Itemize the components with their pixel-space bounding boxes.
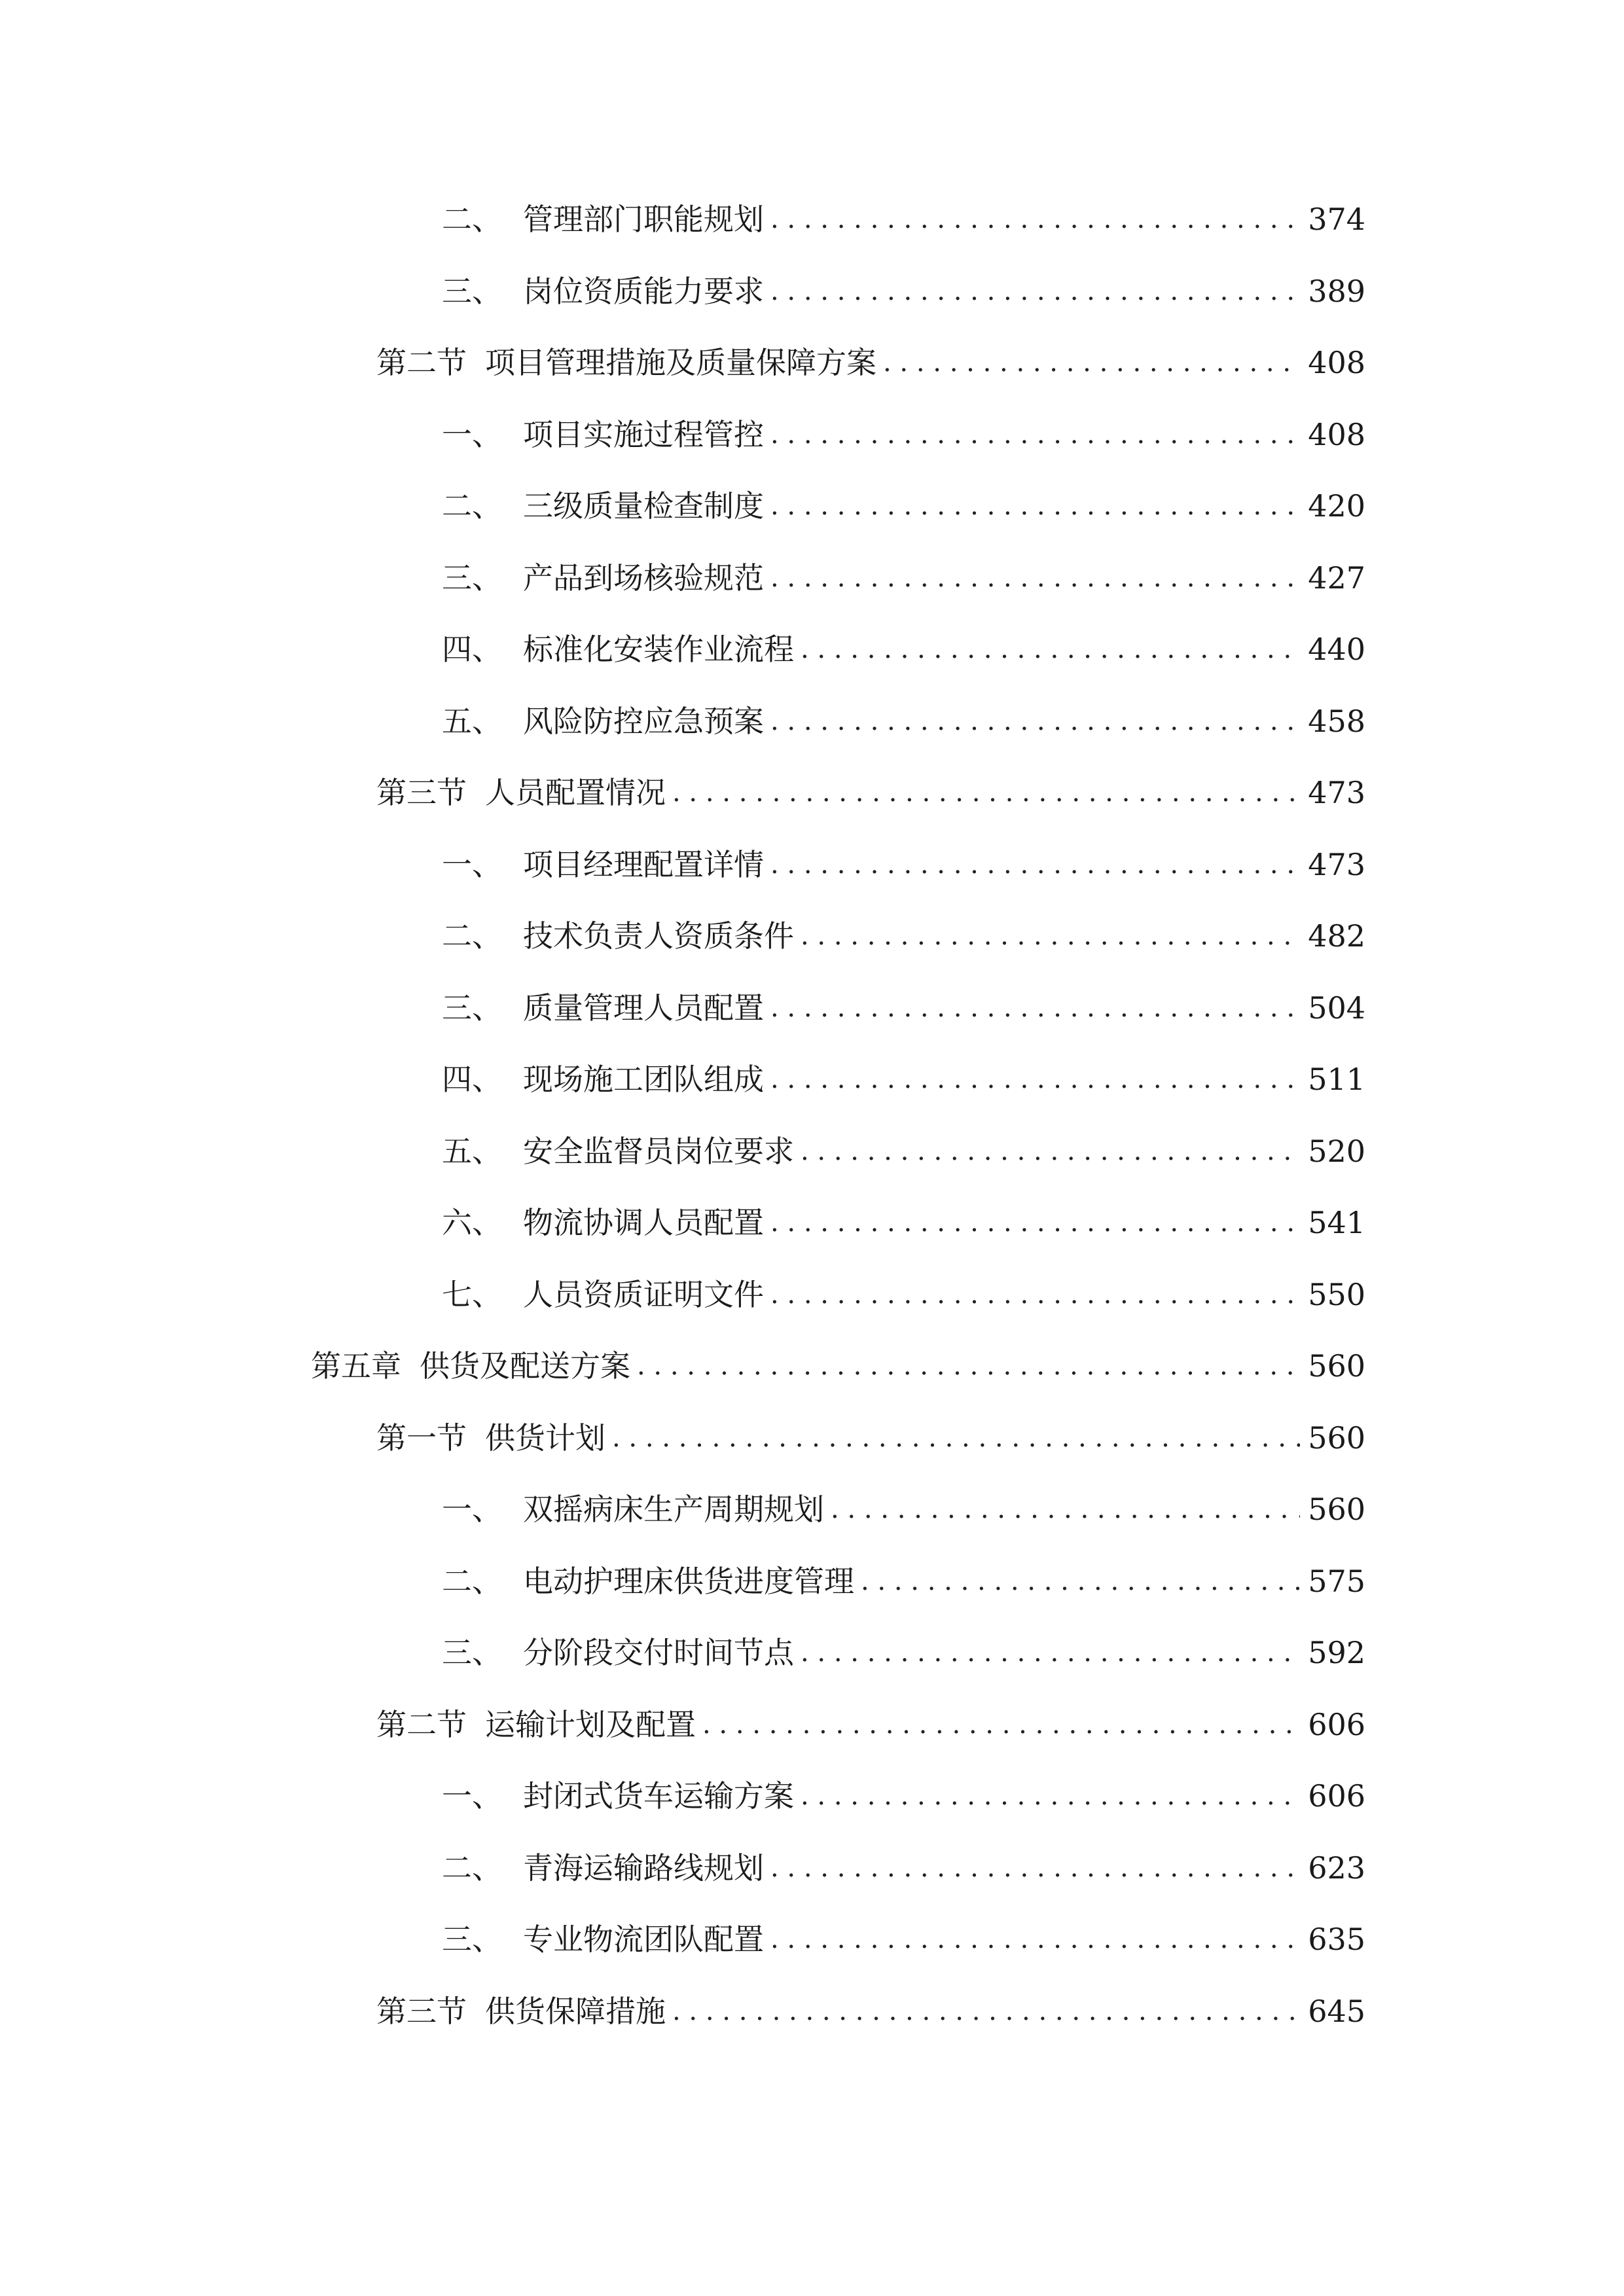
toc-entry[interactable] xyxy=(442,193,1365,245)
toc-entry-title: 运输计划及配置 xyxy=(485,1707,696,1742)
toc-entry-page: 606 xyxy=(1308,1778,1365,1814)
dot-leader xyxy=(801,910,1300,962)
dot-leader xyxy=(831,1483,1300,1535)
toc-entry[interactable] xyxy=(442,910,1365,962)
toc-entry-number: 五、 xyxy=(442,1134,502,1169)
toc-entry-title: 风险防控应急预案 xyxy=(523,704,764,739)
toc-entry-number: 三、 xyxy=(442,274,502,309)
toc-entry[interactable] xyxy=(442,1555,1365,1607)
toc-entry-page: 560 xyxy=(1308,1492,1365,1527)
dot-leader xyxy=(770,1196,1300,1249)
toc-entry[interactable] xyxy=(442,1913,1365,1965)
toc-entry-number: 第三节 xyxy=(376,775,467,810)
toc-entry-title: 三级质量检查制度 xyxy=(523,488,764,524)
toc-entry-title: 封闭式货车运输方案 xyxy=(523,1778,794,1814)
toc-entry-title: 技术负责人资质条件 xyxy=(523,918,794,954)
dot-leader xyxy=(770,1913,1300,1965)
toc-entry-title: 供货计划 xyxy=(485,1420,605,1456)
toc-entry[interactable] xyxy=(376,766,1365,819)
toc-entry[interactable] xyxy=(442,1196,1365,1249)
toc-entry-number: 六、 xyxy=(442,1205,502,1240)
dot-leader xyxy=(883,336,1300,389)
toc-entry-page: 473 xyxy=(1308,847,1365,882)
toc-entry-title: 质量管理人员配置 xyxy=(523,990,764,1026)
toc-entry-title: 标准化安装作业流程 xyxy=(523,632,794,667)
toc-entry[interactable] xyxy=(442,838,1365,891)
dot-leader xyxy=(801,1626,1300,1679)
toc-entry-title: 供货及配送方案 xyxy=(420,1348,630,1384)
dot-leader xyxy=(770,193,1300,245)
dot-leader xyxy=(702,1698,1300,1751)
toc-entry-title: 管理部门职能规划 xyxy=(523,202,764,237)
toc-entry[interactable] xyxy=(442,1626,1365,1679)
toc-entry-number: 二、 xyxy=(442,918,502,954)
toc-entry-number: 第三节 xyxy=(376,1994,467,2029)
toc-entry-number: 二、 xyxy=(442,202,502,237)
dot-leader xyxy=(770,480,1300,532)
dot-leader xyxy=(861,1555,1300,1607)
toc-entry-page: 458 xyxy=(1308,704,1365,739)
toc-entry[interactable] xyxy=(442,1053,1365,1105)
toc-entry-page: 504 xyxy=(1308,990,1365,1026)
toc-entry-title: 现场施工团队组成 xyxy=(523,1062,764,1097)
toc-entry-number: 一、 xyxy=(442,847,502,882)
dot-leader xyxy=(672,766,1300,819)
toc-entry[interactable] xyxy=(376,1412,1365,1464)
dot-leader xyxy=(770,982,1300,1034)
dot-leader xyxy=(770,265,1300,317)
toc-entry-page: 408 xyxy=(1308,345,1365,380)
toc-entry-title: 项目实施过程管控 xyxy=(523,417,764,452)
toc-entry-page: 427 xyxy=(1308,560,1365,596)
toc-entry[interactable] xyxy=(376,1985,1365,2037)
toc-entry-number: 二、 xyxy=(442,1850,502,1886)
toc-entry-page: 560 xyxy=(1308,1420,1365,1456)
toc-entry-title: 项目管理措施及质量保障方案 xyxy=(485,345,876,380)
toc-entry[interactable] xyxy=(442,1770,1365,1822)
toc-entry-title: 供货保障措施 xyxy=(485,1994,666,2029)
toc-entry-number: 第五章 xyxy=(311,1348,401,1384)
toc-entry-number: 一、 xyxy=(442,1778,502,1814)
toc-entry-title: 人员配置情况 xyxy=(485,775,666,810)
toc-entry-number: 三、 xyxy=(442,560,502,596)
toc-entry[interactable] xyxy=(442,1483,1365,1535)
toc-entry-number: 五、 xyxy=(442,704,502,739)
toc-entry-number: 第二节 xyxy=(376,345,467,380)
dot-leader xyxy=(672,1985,1300,2037)
toc-entry-page: 541 xyxy=(1308,1205,1365,1240)
toc-entry-page: 482 xyxy=(1308,918,1365,954)
dot-leader xyxy=(801,1125,1300,1177)
toc-entry[interactable] xyxy=(442,480,1365,532)
toc-entry-title: 安全监督员岗位要求 xyxy=(523,1134,794,1169)
toc-entry-number: 四、 xyxy=(442,632,502,667)
dot-leader xyxy=(770,408,1300,461)
toc-entry-page: 592 xyxy=(1308,1635,1365,1670)
toc-entry-title: 双摇病床生产周期规划 xyxy=(523,1492,824,1527)
dot-leader xyxy=(770,1053,1300,1105)
dot-leader xyxy=(770,1842,1300,1894)
toc-entry-page: 374 xyxy=(1308,202,1365,237)
toc-entry-number: 二、 xyxy=(442,1564,502,1599)
toc-entry[interactable] xyxy=(442,1125,1365,1177)
toc-entry-page: 440 xyxy=(1308,632,1365,667)
toc-entry-page: 645 xyxy=(1308,1994,1365,2029)
toc-entry-title: 专业物流团队配置 xyxy=(523,1922,764,1957)
toc-entry-number: 三、 xyxy=(442,1635,502,1670)
toc-entry-title: 青海运输路线规划 xyxy=(523,1850,764,1886)
toc-entry-title: 电动护理床供货进度管理 xyxy=(523,1564,854,1599)
toc-entry-page: 575 xyxy=(1308,1564,1365,1599)
dot-leader xyxy=(770,1268,1300,1321)
toc-entry[interactable] xyxy=(442,408,1365,461)
toc-entry-title: 分阶段交付时间节点 xyxy=(523,1635,794,1670)
toc-entry-title: 人员资质证明文件 xyxy=(523,1277,764,1312)
toc-entry[interactable] xyxy=(442,695,1365,747)
toc-entry[interactable] xyxy=(442,1842,1365,1894)
toc-entry[interactable] xyxy=(442,552,1365,604)
toc-entry[interactable] xyxy=(311,1340,1365,1392)
toc-entry[interactable] xyxy=(442,623,1365,675)
toc-entry-title: 物流协调人员配置 xyxy=(523,1205,764,1240)
dot-leader xyxy=(801,1770,1300,1822)
toc-entry[interactable] xyxy=(442,265,1365,317)
toc-entry-number: 三、 xyxy=(442,990,502,1026)
dot-leader xyxy=(770,552,1300,604)
dot-leader xyxy=(801,623,1300,675)
toc-entry-page: 389 xyxy=(1308,274,1365,309)
toc-entry-page: 408 xyxy=(1308,417,1365,452)
toc-entry-number: 四、 xyxy=(442,1062,502,1097)
toc-entry-page: 560 xyxy=(1308,1348,1365,1384)
toc-entry-number: 第二节 xyxy=(376,1707,467,1742)
dot-leader xyxy=(770,838,1300,891)
toc-entry-number: 一、 xyxy=(442,1492,502,1527)
toc-entry-page: 606 xyxy=(1308,1707,1365,1742)
toc-entry-title: 岗位资质能力要求 xyxy=(523,274,764,309)
toc-entry[interactable] xyxy=(376,336,1365,389)
toc-entry-page: 550 xyxy=(1308,1277,1365,1312)
toc-entry-title: 项目经理配置详情 xyxy=(523,847,764,882)
toc-entry-page: 420 xyxy=(1308,488,1365,524)
toc-entry-page: 623 xyxy=(1308,1850,1365,1886)
toc-entry-page: 511 xyxy=(1308,1062,1365,1097)
toc-entry-page: 520 xyxy=(1308,1134,1365,1169)
toc-entry-number: 三、 xyxy=(442,1922,502,1957)
toc-entry-number: 七、 xyxy=(442,1277,502,1312)
toc-entry-title: 产品到场核验规范 xyxy=(523,560,764,596)
dot-leader xyxy=(770,695,1300,747)
dot-leader xyxy=(637,1340,1300,1392)
toc-entry[interactable] xyxy=(442,1268,1365,1321)
toc-entry[interactable] xyxy=(442,982,1365,1034)
toc-entry-number: 一、 xyxy=(442,417,502,452)
toc-entry-page: 473 xyxy=(1308,775,1365,810)
dot-leader xyxy=(612,1412,1300,1464)
toc-entry-page: 635 xyxy=(1308,1922,1365,1957)
toc-entry-number: 第一节 xyxy=(376,1420,467,1456)
toc-entry[interactable] xyxy=(376,1698,1365,1751)
toc-entry-number: 二、 xyxy=(442,488,502,524)
